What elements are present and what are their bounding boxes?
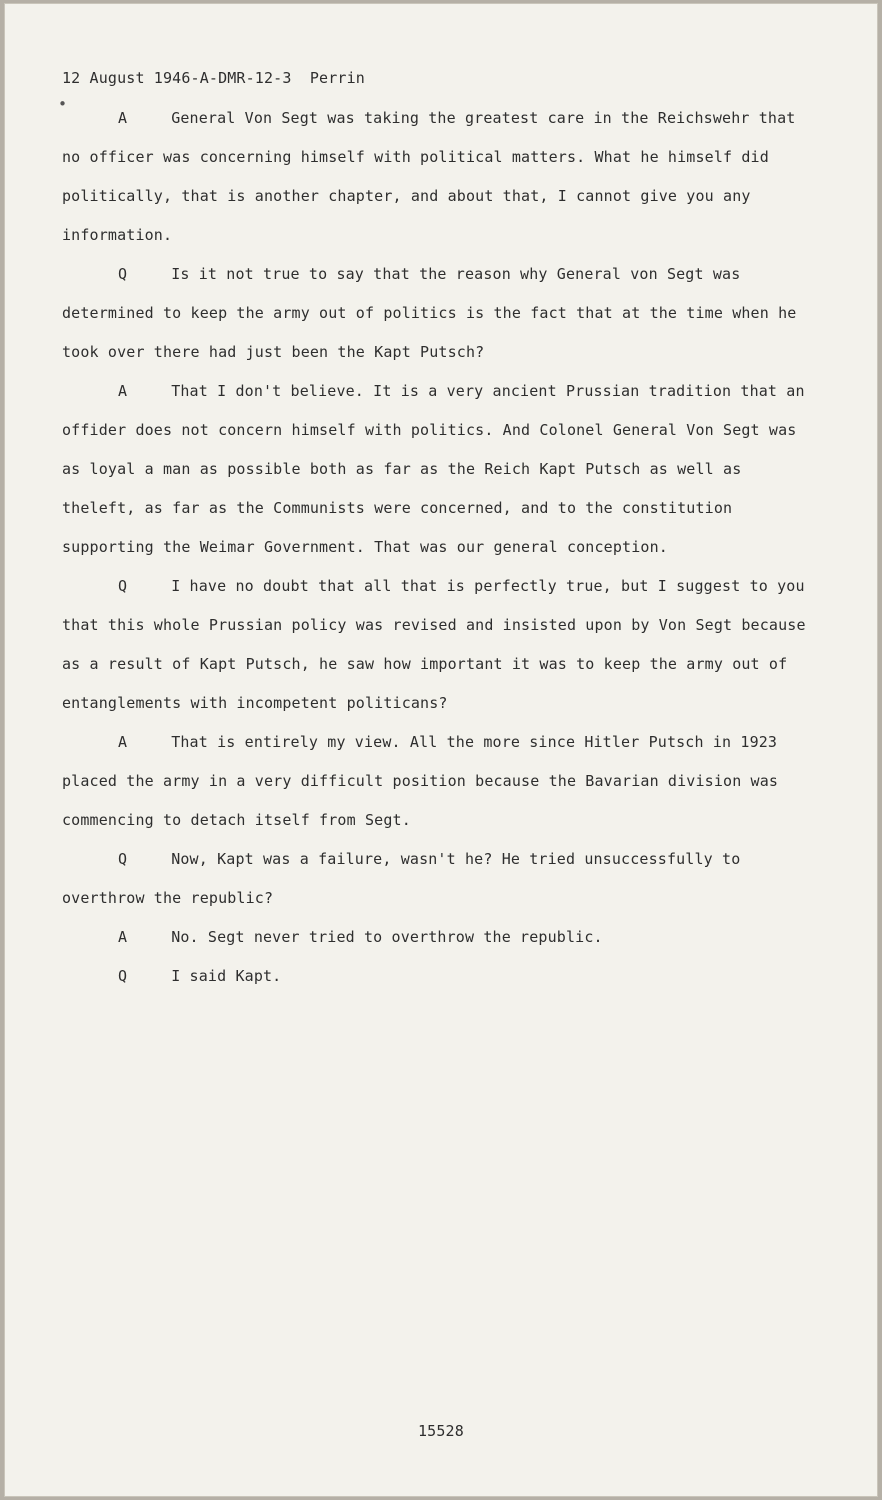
speaker-label: A — [118, 733, 128, 751]
exchange-6 — [62, 840, 822, 918]
document-header: 12 August 1946-A-DMR-12-3 Perrin — [62, 69, 365, 87]
exchange-2 — [62, 255, 822, 372]
speaker-label: Q — [118, 850, 128, 868]
exchange-text: Now, Kapt was a failure, wasn't he? He tried unsuccessfully to overthrow the republic? — [62, 850, 741, 907]
exchange-text: No. Segt never tried to overthrow the republic. — [171, 928, 603, 946]
exchange-text: I have no doubt that all that is perfectly true, but I suggest to you that this whole Prussian policy was revised and insisted upon by Von Segt because as a result of Kapt Putsch, he saw how important it was to keep the army out of entanglements with incompetent politicans? — [62, 577, 806, 712]
exchange-text: General Von Segt was taking the greatest care in the Reichswehr that no officer was concerning himself with political matters. What he himself did politically, that is another chapter, and about that, I cannot give you any information. — [62, 109, 796, 244]
speaker-label: A — [118, 382, 128, 400]
margin-mark: • — [58, 95, 68, 113]
exchange-text: That is entirely my view. All the more since Hitler Putsch in 1923 placed the army in a very difficult position because the Bavarian division was commencing to detach itself from Segt. — [62, 733, 779, 829]
page-number: 15528 — [418, 1422, 464, 1440]
speaker-label: Q — [118, 967, 128, 985]
exchange-7 — [62, 918, 822, 957]
exchange-1 — [62, 99, 822, 255]
document-page — [4, 3, 878, 1497]
exchange-text: Is it not true to say that the reason why General von Segt was determined to keep the army out of politics is the fact that at the time when he took over there had just been the Kapt Putsch? — [62, 265, 797, 361]
speaker-label: Q — [118, 265, 128, 283]
exchange-3 — [62, 372, 822, 567]
exchange-text: I said Kapt. — [171, 967, 282, 985]
exchange-4 — [62, 567, 822, 723]
exchange-5 — [62, 723, 822, 840]
speaker-label: Q — [118, 577, 128, 595]
exchange-8 — [62, 957, 822, 996]
speaker-label: A — [118, 928, 128, 946]
exchange-text: That I don't believe. It is a very ancient Prussian tradition that an offider does not concern himself with politics. And Colonel General Von Segt was as loyal a man as possible both as far as the Reich Kapt Putsch as well as theleft, as far as the Communists were concerned, and to the constitution supporting the Weimar Government. That was our general conception. — [62, 382, 805, 556]
speaker-label: A — [118, 109, 128, 127]
